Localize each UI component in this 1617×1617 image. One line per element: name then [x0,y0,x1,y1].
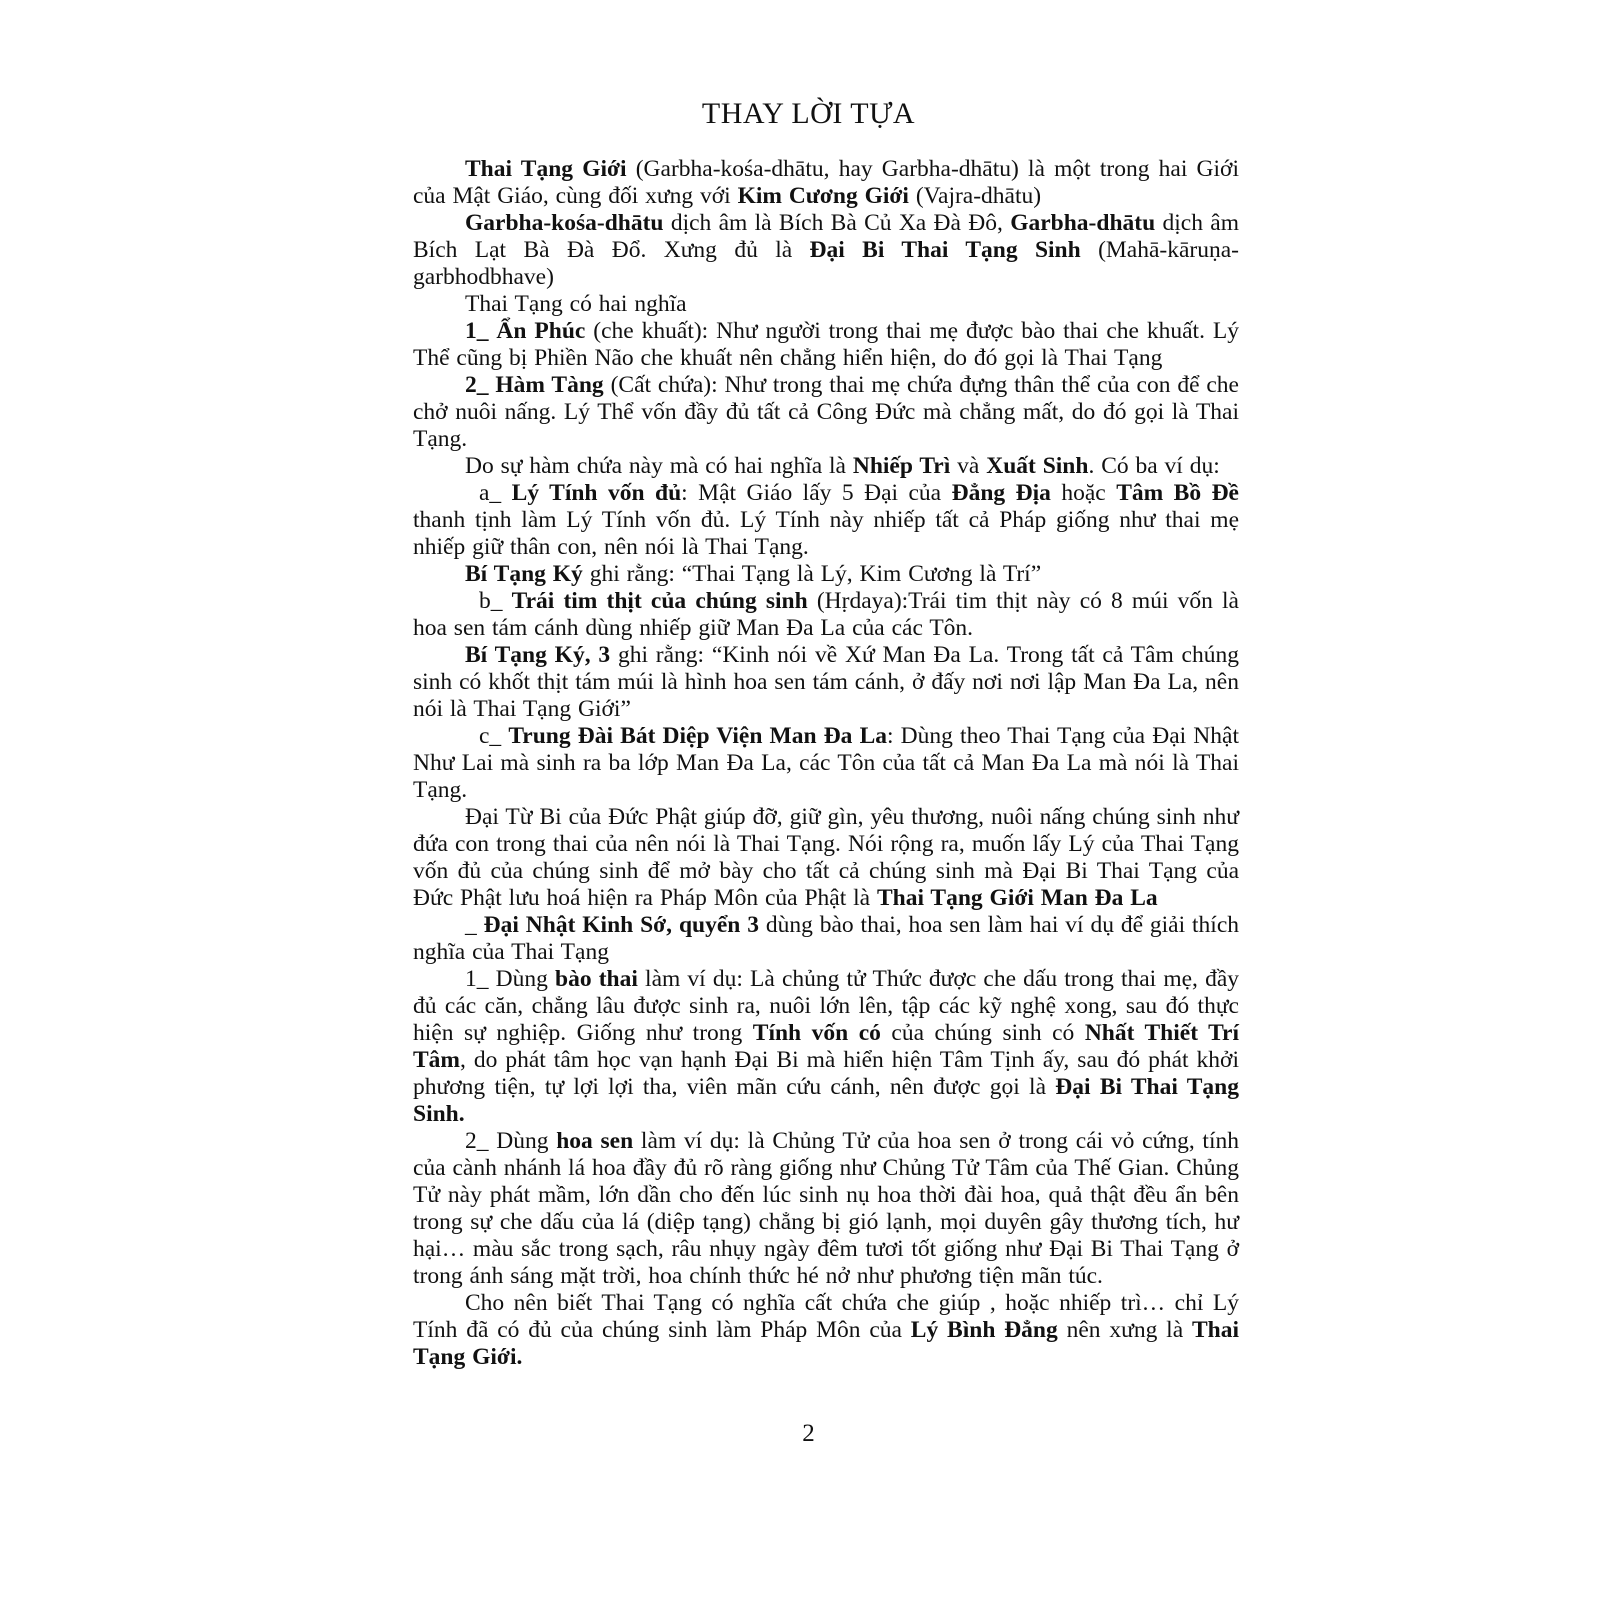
bold-text-run: Đại Bi Thai Tạng Sinh [809,237,1081,263]
paragraph [413,723,1239,804]
bold-text-run: Tâm Bồ Đề [1116,480,1239,506]
text-run: ghi rằng: “Thai Tạng là Lý, Kim Cương là Trí” [582,561,1042,587]
paragraph [413,804,1239,912]
text-run: (Mahā-kāruṇa-garbhodbhave) [413,237,1240,290]
bold-text-run: Garbha-kośa-dhātu [465,210,664,236]
bold-text-run: Tính vốn có [752,1020,881,1046]
text-run: hoặc [1050,480,1117,506]
text-run: và [950,453,987,479]
text-run: Do sự hàm chứa này mà có hai nghĩa là [465,453,853,479]
paragraph [413,1128,1239,1290]
paragraph [413,156,1239,210]
bold-text-run: hoa sen [556,1128,634,1154]
text-run: (che khuất): Như người trong thai mẹ được bào thai che khuất. Lý Thể cũng bị Phiền Não che khuất nên chẳng hiển hiện, do đó gọi là Thai Tạng [413,318,1239,371]
text-run: thanh tịnh làm Lý Tính vốn đủ. Lý Tính này nhiếp tất cả Pháp giống như thai mẹ nhiếp giữ thân con, nên nói là Thai Tạng. [413,507,1239,560]
page-title: THAY LỜI TỰA [701,97,916,130]
text-run: 1_ Dùng [465,966,556,992]
bold-text-run: Nhất Thiết Trí Tâm [413,1020,1240,1073]
text-run: (Garbha-kośa-dhātu, hay Garbha-dhātu) là một trong hai Giới của Mật Giáo, cùng đối xưng với [413,156,1239,209]
bold-text-run: Nhiếp Trì [852,453,951,479]
text-run: Thai Tạng có hai nghĩa [465,291,687,317]
text-run: , do phát tâm học vạn hạnh Đại Bi mà hiển hiện Tâm Tịnh ấy, sau đó phát khởi phương tiện, tự lợi lợi tha, viên mãn cứu cánh, nên được gọi là [413,1047,1239,1100]
text-run: (Vajra-dhātu) [908,183,1042,209]
bold-text-run: Thai Tạng Giới Man Đa La [876,885,1158,911]
paragraph [413,210,1239,291]
paragraph [413,588,1239,642]
paragraph [413,1290,1239,1371]
text-run: : Dùng theo Thai Tạng của Đại Nhật Như Lai mà sinh ra ba lớp Man Đa La, các Tôn của tất cả Man Đa La mà nói là Thai Tạng. [413,723,1239,803]
bold-text-run: Kim Cương Giới [737,183,909,209]
paragraph [413,642,1239,723]
paragraph [413,480,1239,561]
bold-text-run: Lý Tính vốn đủ [511,480,682,506]
bold-text-run: Thai Tạng Giới [465,156,627,182]
paragraph [413,912,1239,966]
text-run: b_ [479,588,512,614]
text-run: Cho nên biết Thai Tạng có nghĩa cất chứa che giúp , hoặc nhiếp trì… chỉ Lý Tính đã có đủ của chúng sinh làm Pháp Môn của [413,1290,1239,1343]
text-run: . Có ba ví dụ: [1088,453,1220,479]
bold-text-run: Trung Đài Bát Diệp Viện Man Đa La [508,723,887,749]
bold-text-run: Bí Tạng Ký, 3 [465,642,611,668]
text-run: của chúng sinh có [880,1020,1085,1046]
bold-text-run: Đẳng Địa [951,480,1051,506]
text-run: làm ví dụ: là Chủng Tử của hoa sen ở trong cái vỏ cứng, tính của cành nhánh lá hoa đầy đủ rõ ràng giống như Chủng Tử Tâm của Thế Gian. Chủng Tử này phát mầm, lớn dần cho đến lúc sinh nụ hoa thời đài hoa, quả thật đều ẩn bên trong sự che dấu của lá (diệp tạng) chẳng bị gió lạnh, mọi duyên gây thương tích, hư hại… màu sắc trong sạch, râu nhụy ngày đêm tươi tốt giống như Đại Bi Thai Tạng ở trong ánh sáng mặt trời, hoa chính thức hé nở như phương tiện mãn túc. [413,1128,1239,1289]
page-number: 2 [802,1420,815,1447]
text-run: a_ [479,480,512,506]
text-run: dịch âm là Bích Bà Củ Xa Đà Đô, [663,210,1011,236]
bold-text-run: 2_ Hàm Tàng [465,372,604,398]
bold-text-run: bào thai [555,966,638,992]
text-run: dùng bào thai, hoa sen làm hai ví dụ để giải thích nghĩa của Thai Tạng [413,912,1239,965]
paragraph [413,291,1239,318]
paragraph [413,561,1239,588]
text-run: : Mật Giáo lấy 5 Đại của [681,480,952,506]
bold-text-run: Garbha-dhātu [1010,210,1156,236]
text-run: Đại Từ Bi của Đức Phật giúp đỡ, giữ gìn, yêu thương, nuôi nấng chúng sinh như đứa con trong thai của nên nói là Thai Tạng. Nói rộng ra, muốn lấy Lý của Thai Tạng vốn đủ của chúng sinh để mở bày cho tất cả chúng sinh mà Đại Bi Thai Tạng của Đức Phật lưu hoá hiện ra Pháp Môn của Phật là [413,804,1239,911]
text-run: ghi rằng: “Kinh nói về Xứ Man Đa La. Trong tất cả Tâm chúng sinh có khốt thịt tám múi là hình hoa sen tám cánh, ở đấy nơi nơi lập Man Đa La, nên nói là Thai Tạng Giới” [413,642,1239,722]
bold-text-run: Thai Tạng Giới. [413,1317,1239,1370]
text-run: (Cất chứa): Như trong thai mẹ chứa đựng thân thể của con để che chở nuôi nấng. Lý Thể vốn đầy đủ tất cả Công Đức mà chẳng mất, do đó gọi là Thai Tạng. [413,372,1239,452]
paragraph [413,372,1239,453]
bold-text-run: Bí Tạng Ký [465,561,583,587]
bold-text-run: Đại Bi Thai Tạng Sinh. [413,1074,1239,1127]
bold-text-run: Lý Bình Đẳng [910,1317,1058,1343]
text-run: dịch âm Bích Lạt Bà Đà Đổ. Xưng đủ là [413,210,1239,263]
paragraph [413,318,1239,372]
bold-text-run: Đại Nhật Kinh Sớ, quyển 3 [483,912,759,938]
bold-text-run: Xuất Sinh [986,453,1089,479]
text-run: nên xưng là [1057,1317,1192,1343]
paragraph [413,453,1239,480]
body-paragraphs [413,156,1239,1371]
text-run: (Hṛdaya):Trái tim thịt này có 8 múi vốn là hoa sen tám cánh dùng nhiếp giữ Man Đa La của các Tôn. [413,588,1239,641]
paragraph [413,966,1239,1128]
text-run: _ [465,912,484,938]
bold-text-run: Trái tim thịt của chúng sinh [511,588,808,614]
bold-text-run: 1_ Ẩn Phúc [465,318,586,344]
text-run: làm ví dụ: Là chủng tử Thức được che dấu trong thai mẹ, đầy đủ các căn, chẳng lâu được sinh ra, nuôi lớn lên, tập các kỹ nghệ xong, sau đó thực hiện sự nghiệp. Giống như trong [413,966,1239,1046]
text-run: c_ [479,723,509,749]
text-run: 2_ Dùng [465,1128,557,1154]
